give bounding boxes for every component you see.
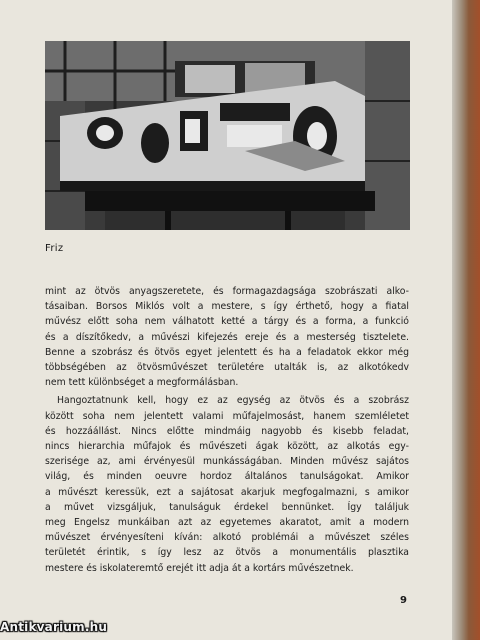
body-text	[45, 284, 409, 576]
text-line: és a díszítőkedv, a művészi kifejezés ereje és a mesterség tisztelete.	[45, 331, 409, 343]
text-line: művész előtt soha nem válhatott ketté a tárgy és a forma, a funkció	[45, 316, 409, 328]
text-line: Hangoztatnunk kell, hogy ez az egység az ötvös és a szobrász	[57, 395, 409, 407]
text-line: meg Engelsz munkáiban azt az egyetemes akaratot, amit a modern	[45, 517, 409, 529]
text-line: Benne a szobrász és ötvös egyet jelentett és ha a feladatok ekkor még	[45, 346, 409, 358]
text-line: többségében az ötvösművészet területére utalták is, az alkotókedv	[45, 362, 409, 374]
text-line: művészet érvényesíteni kíván: alkotó problémái a művészet széles	[45, 532, 409, 544]
text-line: között soha nem jelentett valami műfajelmosást, hanem szemléletet	[45, 410, 409, 422]
text-line: világ, és minden oeuvre hordoz általános tanulságokat. Amikor	[45, 471, 409, 483]
text-line: és hozzáállást. Nincs előtte mindmáig nagyobb és kisebb feladat,	[45, 425, 409, 437]
text-line: szerisége az, ami érvényesül munkásságában. Minden művész sajátos	[45, 456, 409, 468]
text-line: mint az ötvös anyagszeretete, és formagazdagsága szobrászati alko-	[45, 286, 409, 297]
text-line: a művet vizsgáljuk, tanulságuk érdekel bennünket. Így találjuk	[45, 501, 409, 513]
text-line: mestere és iskolateremtő erejét itt adja át a kortárs művészetnek.	[45, 562, 354, 574]
photo-caption: Friz	[45, 243, 64, 254]
paragraph-1	[45, 284, 409, 390]
text-line: területét érintik, s így lesz az ötvös a monumentális plasztika	[45, 547, 409, 559]
page-number: 9	[400, 595, 407, 606]
watermark: Antikvarium.hu	[0, 620, 108, 634]
paragraph-2	[45, 393, 409, 575]
book-spine-edge	[452, 0, 480, 640]
text-line: a művészt keressük, ezt a sajátosat akarjuk megfogalmazni, s amikor	[45, 486, 409, 498]
frieze-photograph	[45, 41, 410, 230]
text-line: nincs hierarchia műfajok és művészeti ágak között, az alkotás egy-	[45, 441, 409, 453]
text-line: nem tett különbséget a megformálásban.	[45, 377, 239, 389]
text-line: tásaiban. Borsos Miklós volt a mestere, s így érthető, hogy a fiatal	[45, 301, 409, 313]
